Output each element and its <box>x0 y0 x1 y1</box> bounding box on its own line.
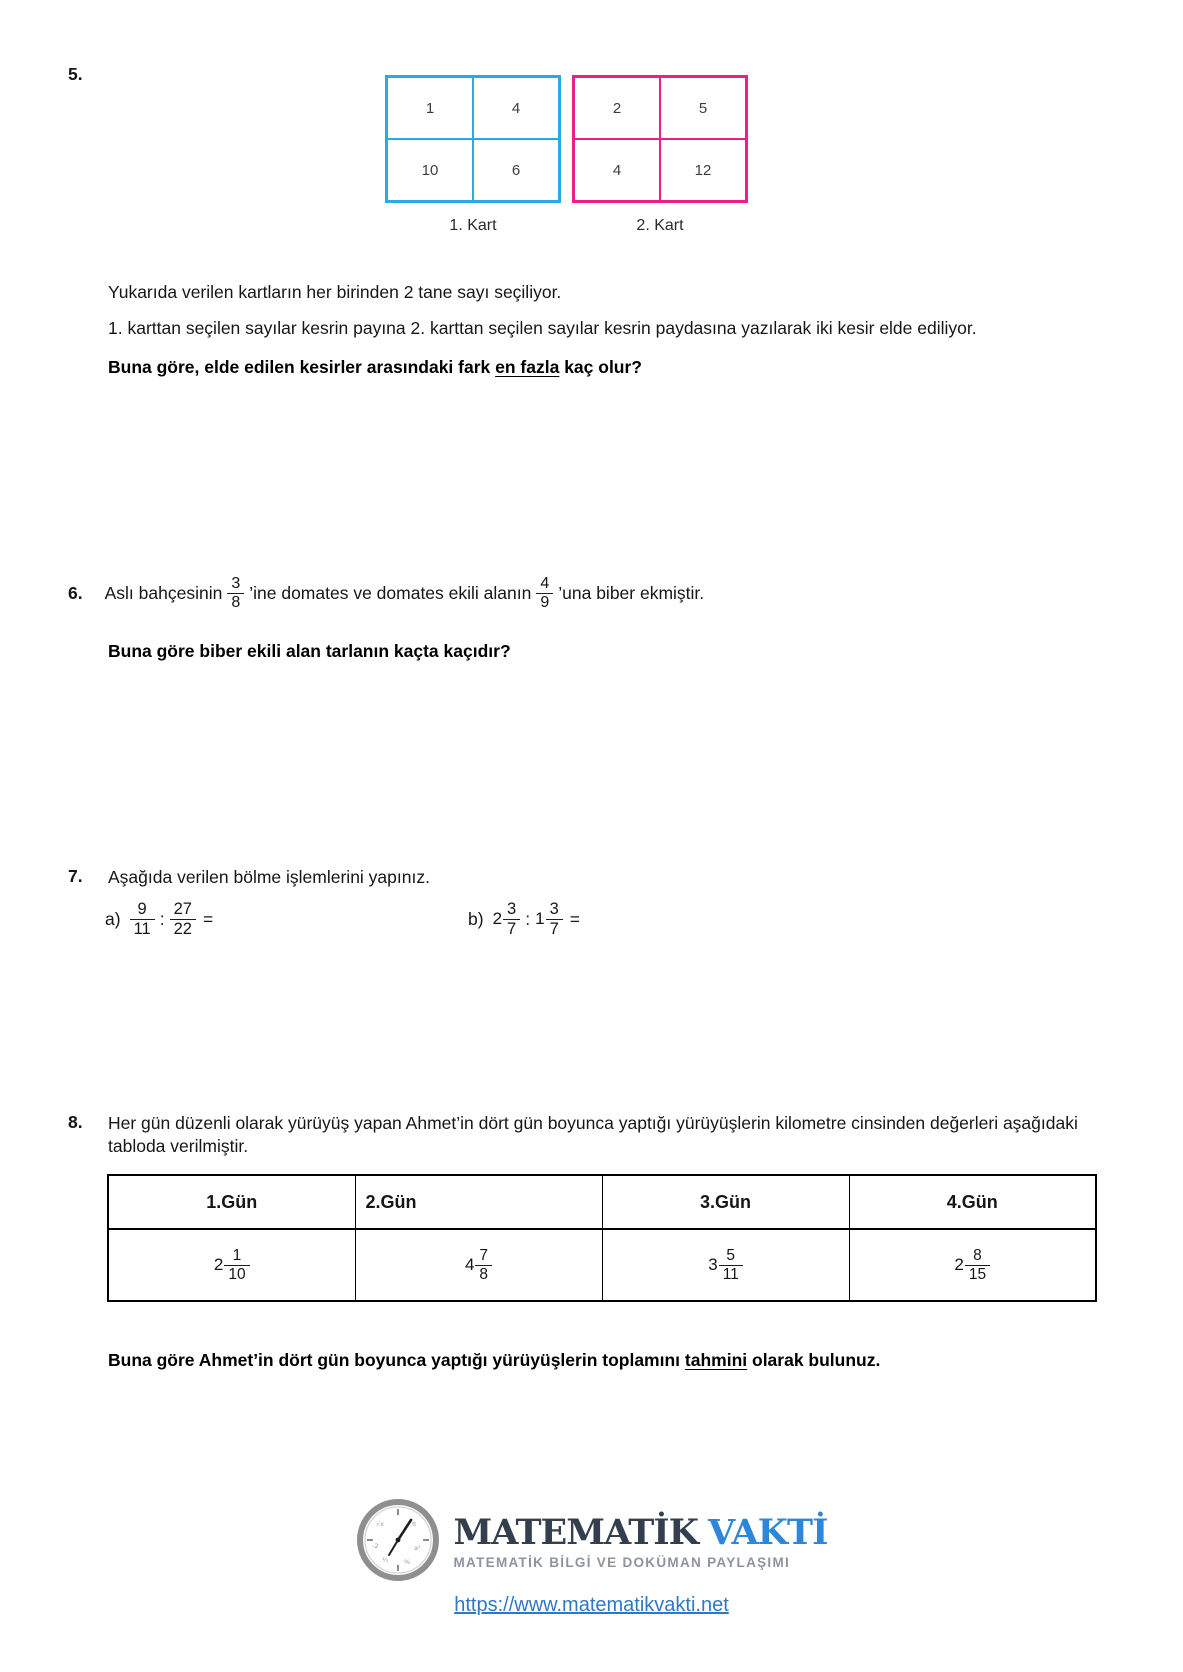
numerator: 7 <box>479 1246 489 1264</box>
whole-number: 4 <box>464 1255 475 1274</box>
svg-text:a²: a² <box>413 1544 421 1552</box>
svg-text:½: ½ <box>381 1556 388 1564</box>
table-header-day1: 1.Gün <box>108 1175 355 1229</box>
question-5-number: 5. <box>68 64 83 84</box>
fraction-3-7 <box>503 900 520 939</box>
svg-text:%: % <box>403 1558 410 1566</box>
prompt-text: kaç olur? <box>559 357 642 377</box>
fraction-1-10 <box>224 1247 249 1284</box>
table-value-row <box>108 1229 1096 1301</box>
numerator: 3 <box>507 900 517 918</box>
numerator: 5 <box>726 1246 736 1264</box>
prompt-text: Buna göre, elde edilen kesirler arasındaki fark <box>108 357 496 377</box>
card-1-cell: 4 <box>473 77 559 139</box>
question-6-prompt: Buna göre biber ekili alan tarlanın kaçta kaçıdır? <box>108 641 511 661</box>
card-2-cell: 2 <box>574 77 660 139</box>
fraction-3-8 <box>227 575 244 613</box>
denominator: 11 <box>719 1265 743 1284</box>
walking-distance-table <box>107 1174 1097 1302</box>
statement-text: Aslı bahçesinin <box>104 583 223 604</box>
numerator: 4 <box>540 575 550 592</box>
number-card-1 <box>385 75 561 203</box>
table-header-day3: 3.Gün <box>602 1175 849 1229</box>
numerator: 9 <box>137 900 147 918</box>
prompt-text: Buna göre Ahmet’in dört gün boyunca yaptığı yürüyüşlerin toplamını <box>108 1350 685 1370</box>
statement-text: ’ine domates ve domates ekili alanın <box>249 583 532 604</box>
fraction-9-11 <box>130 900 155 939</box>
fraction-4-9 <box>536 575 553 613</box>
denominator: 7 <box>546 919 563 939</box>
mixed-number-2-3-7 <box>493 900 521 939</box>
table-header-row <box>108 1175 1096 1229</box>
svg-text:√x: √x <box>375 1520 384 1528</box>
table-value-day3 <box>602 1229 849 1301</box>
question-6-statement <box>68 575 704 613</box>
brand-name-primary: MATEMATİK <box>453 1512 699 1553</box>
division-operator: : <box>525 908 531 929</box>
numerator: 8 <box>973 1246 982 1264</box>
table-value-day2 <box>355 1229 602 1301</box>
fraction-3-7 <box>546 900 563 939</box>
table-header-day4: 4.Gün <box>849 1175 1096 1229</box>
numerator: 1 <box>232 1246 242 1264</box>
fraction-8-15 <box>965 1247 990 1284</box>
fraction-5-11 <box>719 1247 743 1284</box>
question-5-text <box>108 281 1023 378</box>
prompt-underlined-text: tahmini <box>684 1350 748 1370</box>
question-8-text: Her gün düzenli olarak yürüyüş yapan Ahmet’in dört gün boyunca yaptığı yürüyüşlerin kilometre cinsinden değerleri aşağıdaki tabloda verilmiştir. <box>108 1113 1078 1156</box>
denominator: 11 <box>130 919 155 939</box>
whole-number: 2 <box>213 1255 224 1274</box>
fraction-27-22 <box>170 900 196 939</box>
whole-number: 3 <box>708 1255 718 1274</box>
denominator: 22 <box>170 919 196 939</box>
whole-number: 1 <box>535 909 545 929</box>
number-card-2 <box>572 75 748 203</box>
card-2-cell: 12 <box>660 139 746 201</box>
website-link[interactable]: https://www.matematikvakti.net <box>454 1594 729 1616</box>
question-7-number: 7. <box>68 866 83 886</box>
footer-link-row <box>0 1594 1183 1617</box>
whole-number: 2 <box>954 1255 964 1274</box>
mixed-number-1-3-7 <box>535 900 563 939</box>
table-header-day2: 2.Gün <box>355 1175 602 1229</box>
numerator: 3 <box>549 900 559 918</box>
item-a-label: a) <box>105 908 121 929</box>
item-b-label: b) <box>468 908 484 929</box>
table-value-day4 <box>849 1229 1096 1301</box>
statement-text: ’una biber ekmiştir. <box>558 583 705 604</box>
brand-name <box>453 1512 828 1553</box>
equals-sign: = <box>569 908 580 929</box>
question-5-prompt <box>108 357 1023 378</box>
question-6-number: 6. <box>68 583 83 604</box>
prompt-underlined-text: en fazla <box>495 357 560 377</box>
number-cards <box>385 75 748 235</box>
question-5-line1: Yukarıda verilen kartların her birinden 2 tane sayı seçiliyor. <box>108 282 562 302</box>
brand-name-secondary: VAKTİ <box>708 1512 828 1553</box>
denominator: 8 <box>475 1265 492 1284</box>
card-1-label: 1. Kart <box>449 217 497 234</box>
footer-logo <box>0 1498 1183 1587</box>
denominator: 10 <box>224 1265 249 1284</box>
whole-number: 2 <box>492 909 503 929</box>
denominator: 8 <box>227 593 244 612</box>
card-1-cell: 10 <box>387 139 473 201</box>
denominator: 15 <box>965 1265 990 1284</box>
denominator: 7 <box>503 919 520 939</box>
numerator: 3 <box>231 575 241 592</box>
svg-text:π: π <box>411 1520 416 1528</box>
card-1-cell: 1 <box>387 77 473 139</box>
brand-tagline: MATEMATİK BİLGİ VE DOKÜMAN PAYLAŞIMI <box>453 1555 791 1570</box>
division-operator: : <box>159 908 165 929</box>
question-8-prompt <box>108 1350 880 1371</box>
table-value-day1 <box>108 1229 355 1301</box>
question-5-line2: 1. karttan seçilen sayılar kesrin payına 2. karttan seçilen sayılar kesrin paydasına yazılarak iki kesir elde ediliyor. <box>108 318 977 338</box>
card-1-cell: 6 <box>473 139 559 201</box>
numerator: 27 <box>173 900 192 918</box>
question-8-number: 8. <box>68 1112 83 1132</box>
prompt-text: olarak bulunuz. <box>747 1350 881 1370</box>
card-2-cell: 4 <box>574 139 660 201</box>
division-item-b <box>468 900 580 939</box>
fraction-7-8 <box>475 1247 492 1284</box>
question-7-text: Aşağıda verilen bölme işlemlerini yapınız. <box>108 867 430 887</box>
division-item-a <box>105 900 213 939</box>
clock-logo-icon <box>356 1498 440 1587</box>
card-2-label: 2. Kart <box>636 217 684 234</box>
svg-text:-2: -2 <box>371 1542 378 1550</box>
equals-sign: = <box>202 908 214 929</box>
denominator: 9 <box>536 593 553 612</box>
card-2-cell: 5 <box>660 77 746 139</box>
